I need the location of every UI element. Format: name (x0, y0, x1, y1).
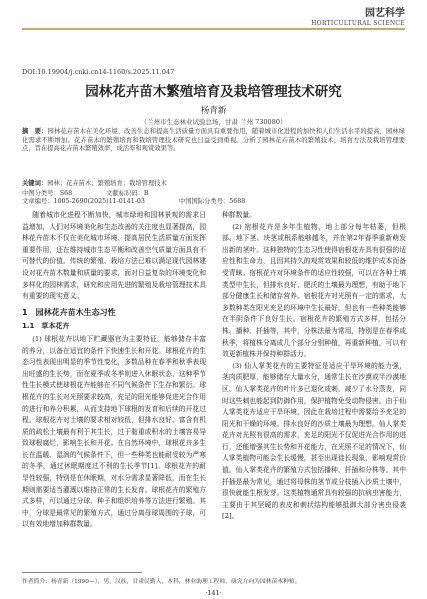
author: 杨青新 (200, 106, 227, 116)
abstract (22, 128, 405, 154)
cactus-flowers-paragraph: (3) 仙人掌类花卉的主要特征是适应干旱环境的能力强，茎肉质肥厚，能够储存大量水分，通常生长在沙漠或半沙漠地区。仙人掌类花卉的叶片多已退化或刺，减少了水分蒸发，同时这些刺也能起到防御作用，保护植物免受动物侵害。由于仙人掌类花卉适应干旱环境，因此在栽培过程中需要给予充足的阳光和干燥的环境。排水良好的沙质土壤最为理想。仙人掌类花卉对光照有很高的需求，充足的阳光不仅促进光合作用的进行，还能增强其生长势和开花能力，在光照不足的情况下，仙人掌类植物可能会生长缓慢，甚至出现徒长现象，影响观赏价值。仙人掌类花卉的繁殖方式包括播种、扦插和分株等。其中扦插是最为常见，通过将母株的茎节或分枝插入沙质土壤中，很快就能生根发芽。这类植物通常具有较强的抗病虫害能力，主要由于其坚硬的表皮和刺状结构能够抵御大部分害虫侵袭[2]。 (222, 361, 406, 521)
page-number: ·141· (205, 589, 222, 597)
keywords (22, 178, 405, 187)
bulb-flowers-paragraph: (1) 球根花卉以地下贮藏器官为主要特征，能够储存丰富的养分，以备在适宜的条件下快速生长和开花。球根花卉的生态习性表现出明显的季节性变化，多数品种在春季和秋季表现出旺盛的生长势，而在夏季或冬季则进入休眠状态，这种季节性生长模式使球根花卉能够在不同气候条件下生存和繁衍。球根花卉的生长对光照要求较高，充足的阳光能够促进光合作用的进行和养分积累，从而支持地下球根的发育和后续的开花过程。球根花卉对土壤的要求相对较低，但排水良好、富含有机质的疏松土壤最有利于其生长，过于黏重或积水的土壤容易导致球根腐烂，影响生长和开花。在自然环境中，球根花卉多生长在温暖、湿润的气候条件下，但一些种类也能耐受较为严寒的冬季，通过休眠期度过不利的生长季节[1]。球根花卉的耐旱性较强，特别是在休眠期，对水分需求显著降低，而在生长期则需要适当灌溉以维持正常的生长发育。球根花卉的繁殖方式多样，可以通过分球、种子和组织培养等方法进行繁殖。其中，分球是最常见的繁殖方式，通过分离母球周围的子球，可以有效地增加种群数量。 (22, 334, 206, 529)
article-number: 文章编号：1005-2690(2025)11-0141-03 (22, 198, 145, 205)
section-heading-1: 1 园林花卉苗木生态习性 (22, 307, 116, 317)
journal-name-cn: 园艺科学 (365, 8, 405, 19)
right-column (222, 210, 406, 523)
journal-header (311, 8, 405, 28)
intro-paragraph: 随着城市化进程不断加快，城市绿地和园林景观的需求日益增加，人们对环境美化和生态改善的关注度也显著提高，园林花卉苗木不仅在美化城市环境、提高居民生活质量方面发挥重要作用，还在维持城市生态平衡和改善空气质量方面具有不可替代的价值。传统的繁殖、栽培方法已难以满足现代园林建设对花卉苗木数量和质量的要求，面对日益复杂的环境变化和多样化的园林需求，研究和应用先进的繁殖及栽培管理技术具有重要的现实意义。 (22, 211, 206, 301)
continued-text: 种群数量。 (222, 211, 256, 219)
left-column (22, 210, 206, 531)
article-meta-2 (22, 196, 405, 205)
footnote-rule (22, 572, 142, 573)
doc-code: 文献标识码：B (106, 190, 149, 197)
author-footnote: 作者简介：杨青新（1990—），男，汉族，甘肃民勤人，本科，林业助理工程师，研究方向为园林苗木种植。 (22, 579, 301, 585)
keywords-label: 关键词： (22, 180, 48, 187)
pub-code: 中国国际分类号：5688 (178, 198, 246, 205)
affiliation: （兰州市生态林业试验总场，甘肃 兰州 730080） (140, 118, 287, 126)
article-title: 园林花卉苗木繁殖培育及栽培管理技术研究 (85, 84, 342, 100)
journal-name-en: HORTICULTURAL SCIENCE (311, 20, 405, 27)
abstract-text: 园林花卉苗木在美化环境、改善生态和提高生活质量方面具有重要作用，随着城市化进程的加快和人们生活水平的提高，园林绿化需求不断增加。花卉苗木的繁殖培育和栽培管理技术研究也日益受到重视。分析了园林花卉苗木的繁殖技术，培育方法及栽培管理要点，旨在提高花卉苗木繁殖效率，成活率和观赏效果等。 (22, 128, 406, 153)
clc-code: 中图分类号：S68 (22, 190, 73, 197)
keywords-text: 园林；花卉苗木；繁殖培育；栽培管理技术 (47, 180, 167, 187)
doi: DOI:10.19904/j.cnki.cn14-1160/s.2025.11.047 (22, 68, 175, 76)
header-rule (22, 28, 405, 30)
perennial-flowers-paragraph: (2) 宿根花卉是多年生植物，地上部分每年枯萎，但根部、地下茎、块茎或根系能够越冬，并在第2年春季重新萌发出新的茎叶。这种独特的生态习性使得宿根花卉具有很强的适应性和生命力，且因其持久的观赏效果和较低的维护成本而备受青睐。宿根花卉对环境条件的适应性较强，可以在各种土壤类型中生长，但排水良好、肥沃的土壤最为理想，有助于地下部分健康生长和储存营养。宿根花卉对光照有一定的需求，大多数种类在阳光充足的环境中生长最好，但也有一些种类能够在半阴条件下良好生长。宿根花卉的繁殖方式多样，包括分株、播种、扦插等，其中，分株法最为常用，特别是在春季或秋季，将植株分离成几个部分分别种植，再重新种植，可以有效更新植株并保持种群活力。 (222, 222, 406, 359)
abstract-label: 摘 要： (22, 128, 48, 135)
subsection-heading-1-1: 1.1 草本花卉 (22, 322, 70, 331)
